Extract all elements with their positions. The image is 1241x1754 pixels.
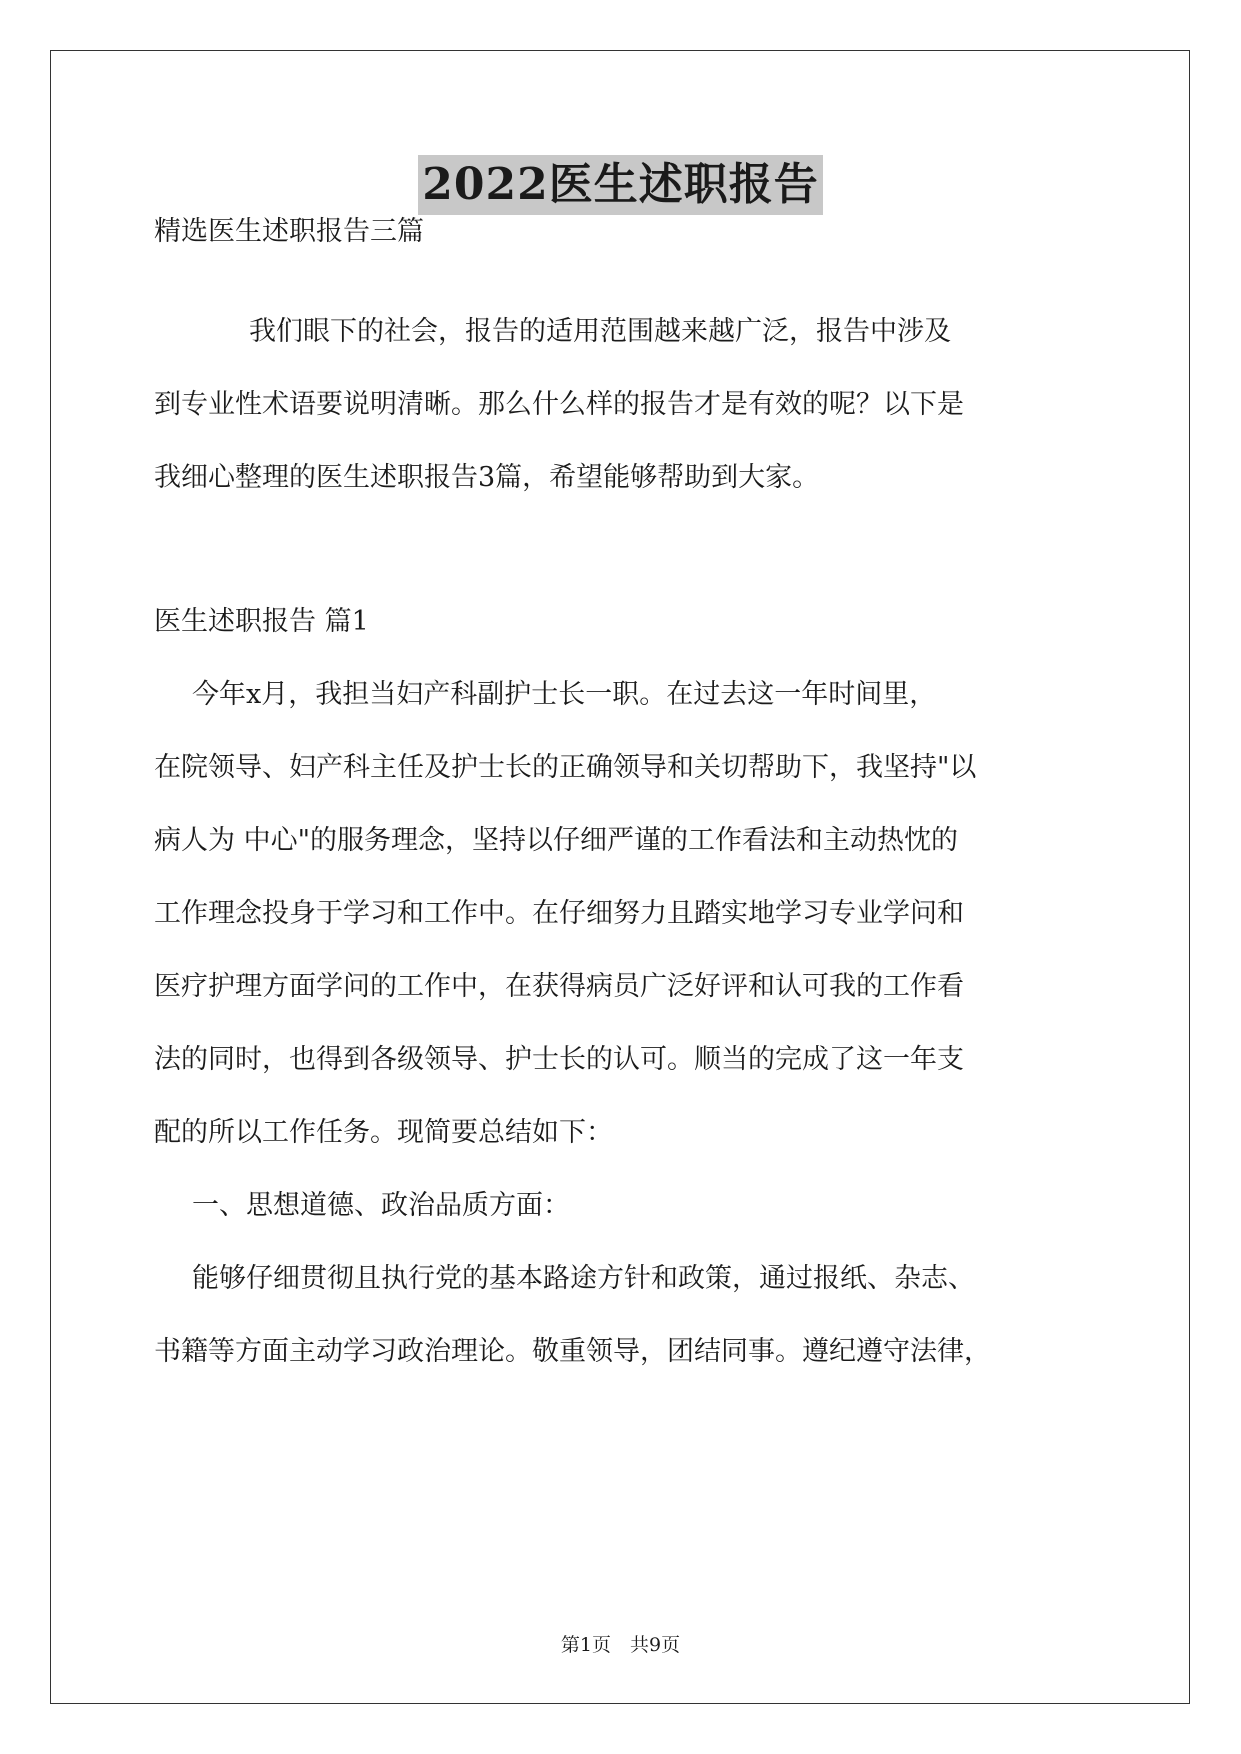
document-title: 2022医生述职报告 <box>418 155 822 215</box>
title-container <box>0 155 1241 215</box>
intro-line: 我们眼下的社会，报告的适用范围越来越广泛，报告中涉及 <box>249 316 951 347</box>
intro-line: 到专业性术语要说明清晰。那么什么样的报告才是有效的呢？以下是 <box>154 389 964 420</box>
intro-line: 我细心整理的医生述职报告3篇，希望能够帮助到大家。 <box>154 462 820 493</box>
body-line: 工作理念投身于学习和工作中。在仔细努力且踏实地学习专业学问和 <box>154 898 964 929</box>
body-line: 在院领导、妇产科主任及护士长的正确领导和关切帮助下，我坚持"以 <box>154 752 977 783</box>
body-line: 书籍等方面主动学习政治理论。敬重领导，团结同事。遵纪遵守法律， <box>154 1336 991 1367</box>
page-footer: 第1页 共9页 <box>560 1634 681 1656</box>
body-line: 病人为 中心"的服务理念，坚持以仔细严谨的工作看法和主动热忱的 <box>154 825 959 856</box>
body-line: 配的所以工作任务。现简要总结如下： <box>154 1117 613 1148</box>
body-line: 法的同时，也得到各级领导、护士长的认可。顺当的完成了这一年支 <box>154 1044 964 1075</box>
section-heading: 医生述职报告 篇1 <box>154 606 369 637</box>
list-heading: 一、思想道德、政治品质方面： <box>192 1190 570 1221</box>
document-subtitle: 精选医生述职报告三篇 <box>154 216 424 247</box>
body-line: 今年x月，我担当妇产科副护士长一职。在过去这一年时间里， <box>192 679 937 710</box>
body-line: 能够仔细贯彻且执行党的基本路途方针和政策，通过报纸、杂志、 <box>192 1263 975 1294</box>
page-border <box>50 50 1190 1704</box>
body-line: 医疗护理方面学问的工作中，在获得病员广泛好评和认可我的工作看 <box>154 971 964 1002</box>
